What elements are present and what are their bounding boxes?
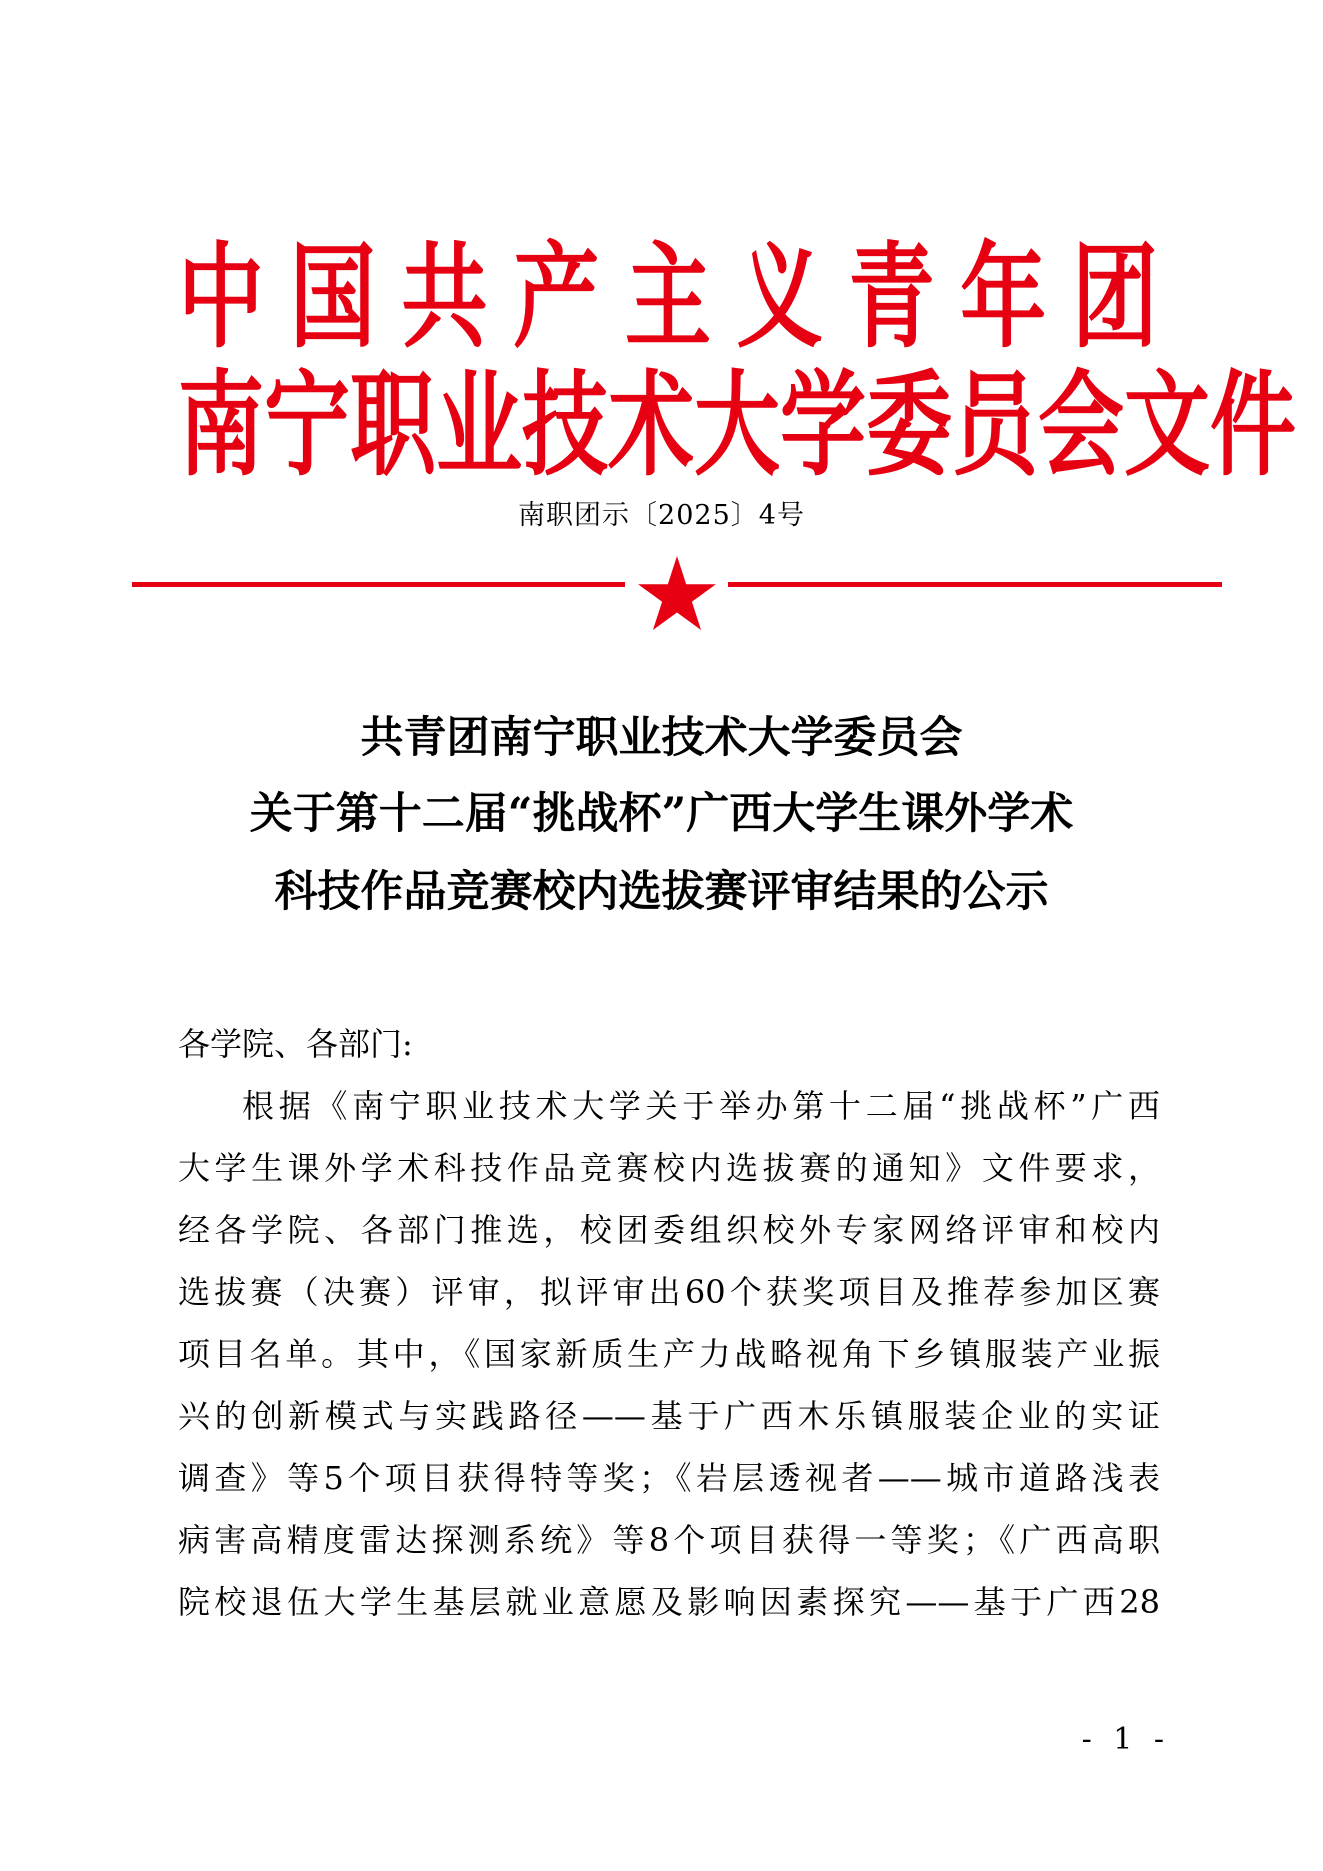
header-char: 产 [513,232,600,364]
body-text-line: 根据《南宁职业技术大学关于举办第十二届“挑战杯”广西 [242,1087,1160,1125]
header-char: 学 [780,360,866,492]
document-title-line-2: 关于第十二届“挑战杯”广西大学生课外学术 [249,789,1074,839]
header-char: 年 [960,232,1047,364]
header-char: 职 [350,360,436,492]
body-text-line: 兴的创新模式与实践路径——基于广西木乐镇服装企业的实证 [178,1397,1160,1435]
page-number: - 1 - [1081,1722,1170,1757]
body-text-line: 病害高精度雷达探测系统》等8个项目获得一等奖；《广西高职 [178,1521,1160,1559]
body-text-line: 选拔赛（决赛）评审，拟评审出60个获奖项目及推荐参加区赛 [178,1273,1160,1311]
header-char: 义 [736,232,823,364]
header-char: 主 [625,232,711,364]
header-char: 文 [1124,360,1210,492]
header-char: 件 [1210,360,1296,492]
header-char: 共 [401,232,488,364]
header-char: 委 [866,360,952,492]
document-title-line-3: 科技作品竞赛校内选拔赛评审结果的公示 [274,867,1049,917]
header-char: 国 [289,232,376,364]
salutation: 各学院、各部门: [178,1025,413,1063]
header-char: 业 [436,360,522,492]
body-text-line: 经各学院、各部门推选，校团委组织校外专家网络评审和校内 [178,1211,1160,1249]
header-char: 术 [608,360,694,492]
red-star-icon [638,556,716,630]
red-divider-right [728,582,1222,587]
header-char: 员 [952,360,1038,492]
header-char: 中 [178,232,264,364]
header-char: 大 [694,360,780,492]
header-char: 青 [848,232,935,364]
header-char: 南 [178,360,264,492]
body-text-line: 院校退伍大学生基层就业意愿及影响因素探究——基于广西28 [178,1583,1160,1621]
body-text-line: 大学生课外学术科技作品竞赛校内选拔赛的通知》文件要求， [178,1149,1160,1187]
red-divider-left [132,582,625,587]
header-char: 宁 [264,360,350,492]
body-text-line: 调查》等5个项目获得特等奖；《岩层透视者——城市道路浅表 [178,1459,1160,1497]
document-title-line-1: 共青团南宁职业技术大学委员会 [360,713,963,763]
red-header-line-1 [178,232,1158,364]
document-number: 南职团示〔2025〕4号 [518,500,805,531]
header-char: 团 [1072,232,1158,364]
header-char: 会 [1038,360,1124,492]
header-char: 技 [522,360,608,492]
red-header-line-2 [178,360,1296,492]
body-text-line: 项目名单。其中，《国家新质生产力战略视角下乡镇服装产业振 [178,1335,1160,1373]
